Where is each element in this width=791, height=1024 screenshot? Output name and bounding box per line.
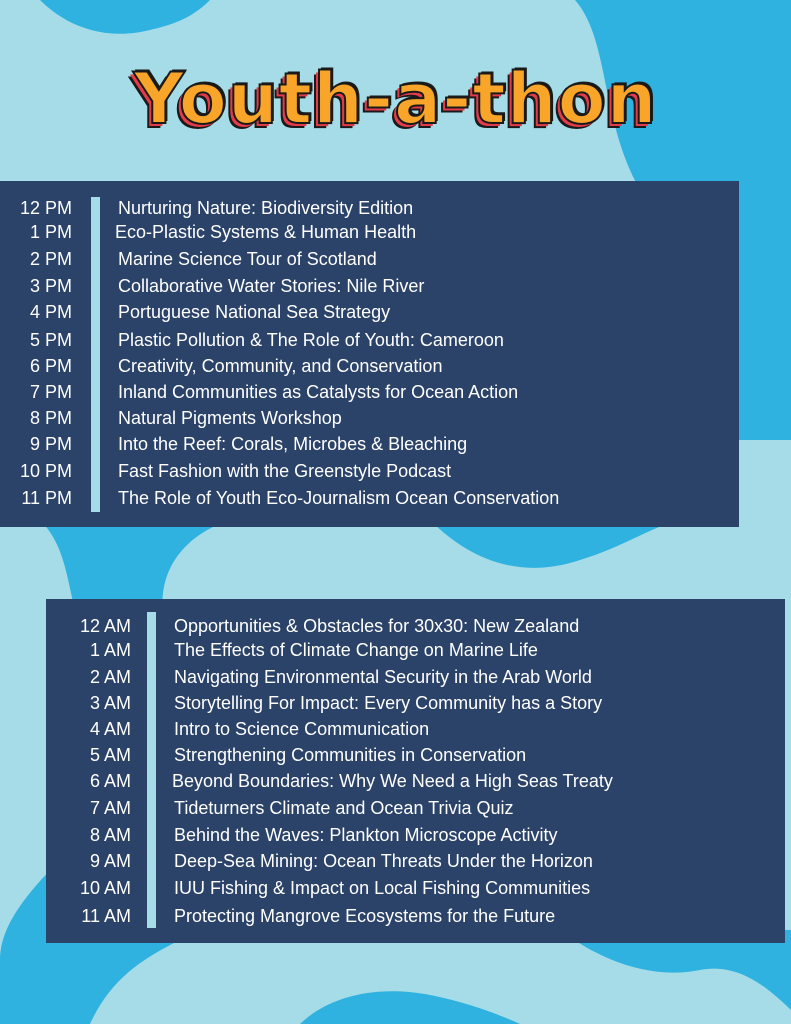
event-title: Into the Reef: Corals, Microbes & Bleaching (118, 434, 468, 454)
schedule-row (0, 299, 739, 325)
time-label: 9 PM (29, 434, 72, 454)
schedule-row (46, 903, 785, 929)
wave-shape-bottom (300, 991, 520, 1024)
time-label: 1 PM (29, 222, 72, 242)
time-label: 7 AM (89, 798, 131, 818)
time-label: 10 PM (19, 461, 72, 481)
schedule-row (46, 822, 785, 848)
time-label: 11 PM (21, 488, 72, 508)
time-label: 2 PM (29, 249, 72, 269)
event-title: Natural Pigments Workshop (118, 408, 342, 428)
event-title: Intro to Science Communication (174, 719, 430, 739)
time-label: 10 AM (79, 878, 131, 898)
time-label: 5 AM (89, 745, 131, 765)
time-label: 4 PM (29, 302, 72, 322)
wave-shape-center (430, 520, 690, 568)
event-title: IUU Fishing & Impact on Local Fishing Communities (174, 878, 591, 898)
wave-shape-top-left (40, 0, 210, 34)
event-title: Plastic Pollution & The Role of Youth: Cameroon (118, 330, 504, 350)
schedule-row (0, 219, 739, 245)
schedule-row (46, 690, 785, 716)
time-label: 12 PM (19, 198, 72, 218)
schedule-row (46, 716, 785, 742)
time-label: 4 AM (89, 719, 131, 739)
time-label: 3 AM (89, 693, 131, 713)
schedule-row (0, 327, 739, 353)
schedule-row (46, 742, 785, 768)
event-title: Eco-Plastic Systems & Human Health (115, 222, 417, 242)
time-label: 5 PM (29, 330, 72, 350)
schedule-row (0, 458, 739, 484)
event-title: Storytelling For Impact: Every Community has a Story (174, 693, 603, 713)
schedule-row (0, 485, 739, 511)
event-title: Protecting Mangrove Ecosystems for the Future (174, 906, 556, 926)
event-title: Beyond Boundaries: Why We Need a High Seas Treaty (172, 771, 613, 791)
event-title: The Role of Youth Eco-Journalism Ocean Conservation (118, 488, 560, 508)
time-label: 11 AM (81, 906, 131, 926)
schedule-row (0, 405, 739, 431)
time-label: 3 PM (29, 276, 72, 296)
time-label: 6 PM (29, 356, 72, 376)
time-label: 8 PM (29, 408, 72, 428)
time-label: 7 PM (29, 382, 72, 402)
schedule-row (0, 431, 739, 457)
schedule-row (46, 875, 785, 901)
event-title: Fast Fashion with the Greenstyle Podcast (118, 461, 452, 481)
schedule-row (46, 637, 785, 663)
event-title: Navigating Environmental Security in the Arab World (174, 667, 592, 687)
event-title: Nurturing Nature: Biodiversity Edition (118, 198, 414, 218)
pm-schedule-panel (0, 181, 739, 527)
event-title: Inland Communities as Catalysts for Ocean Action (118, 382, 519, 402)
event-title: Strengthening Communities in Conservation (174, 745, 527, 765)
time-label: 6 AM (89, 771, 131, 791)
schedule-row (46, 795, 785, 821)
event-title: Portuguese National Sea Strategy (118, 302, 391, 322)
time-label: 1 AM (89, 640, 131, 660)
event-title: Marine Science Tour of Scotland (118, 249, 377, 269)
event-title: Creativity, Community, and Conservation (118, 356, 443, 376)
event-title: The Effects of Climate Change on Marine Life (174, 640, 538, 660)
event-title: Opportunities & Obstacles for 30x30: New Zealand (174, 616, 580, 636)
page-title: Youth-a-thon (133, 58, 658, 140)
schedule-row (0, 273, 739, 299)
schedule-row (46, 664, 785, 690)
event-title: Behind the Waves: Plankton Microscope Activity (174, 825, 558, 845)
event-title: Deep-Sea Mining: Ocean Threats Under the Horizon (174, 851, 593, 871)
time-label: 2 AM (89, 667, 131, 687)
schedule-row (46, 848, 785, 874)
schedule-row (46, 613, 785, 639)
time-label: 8 AM (89, 825, 131, 845)
am-schedule-panel (46, 599, 785, 943)
schedule-row (0, 195, 739, 221)
time-label: 12 AM (79, 616, 131, 636)
schedule-row (0, 379, 739, 405)
event-title: Collaborative Water Stories: Nile River (118, 276, 425, 296)
schedule-row (0, 246, 739, 272)
event-title: Tideturners Climate and Ocean Trivia Quiz (174, 798, 514, 818)
time-label: 9 AM (89, 851, 131, 871)
schedule-row (0, 353, 739, 379)
schedule-row (46, 768, 785, 794)
